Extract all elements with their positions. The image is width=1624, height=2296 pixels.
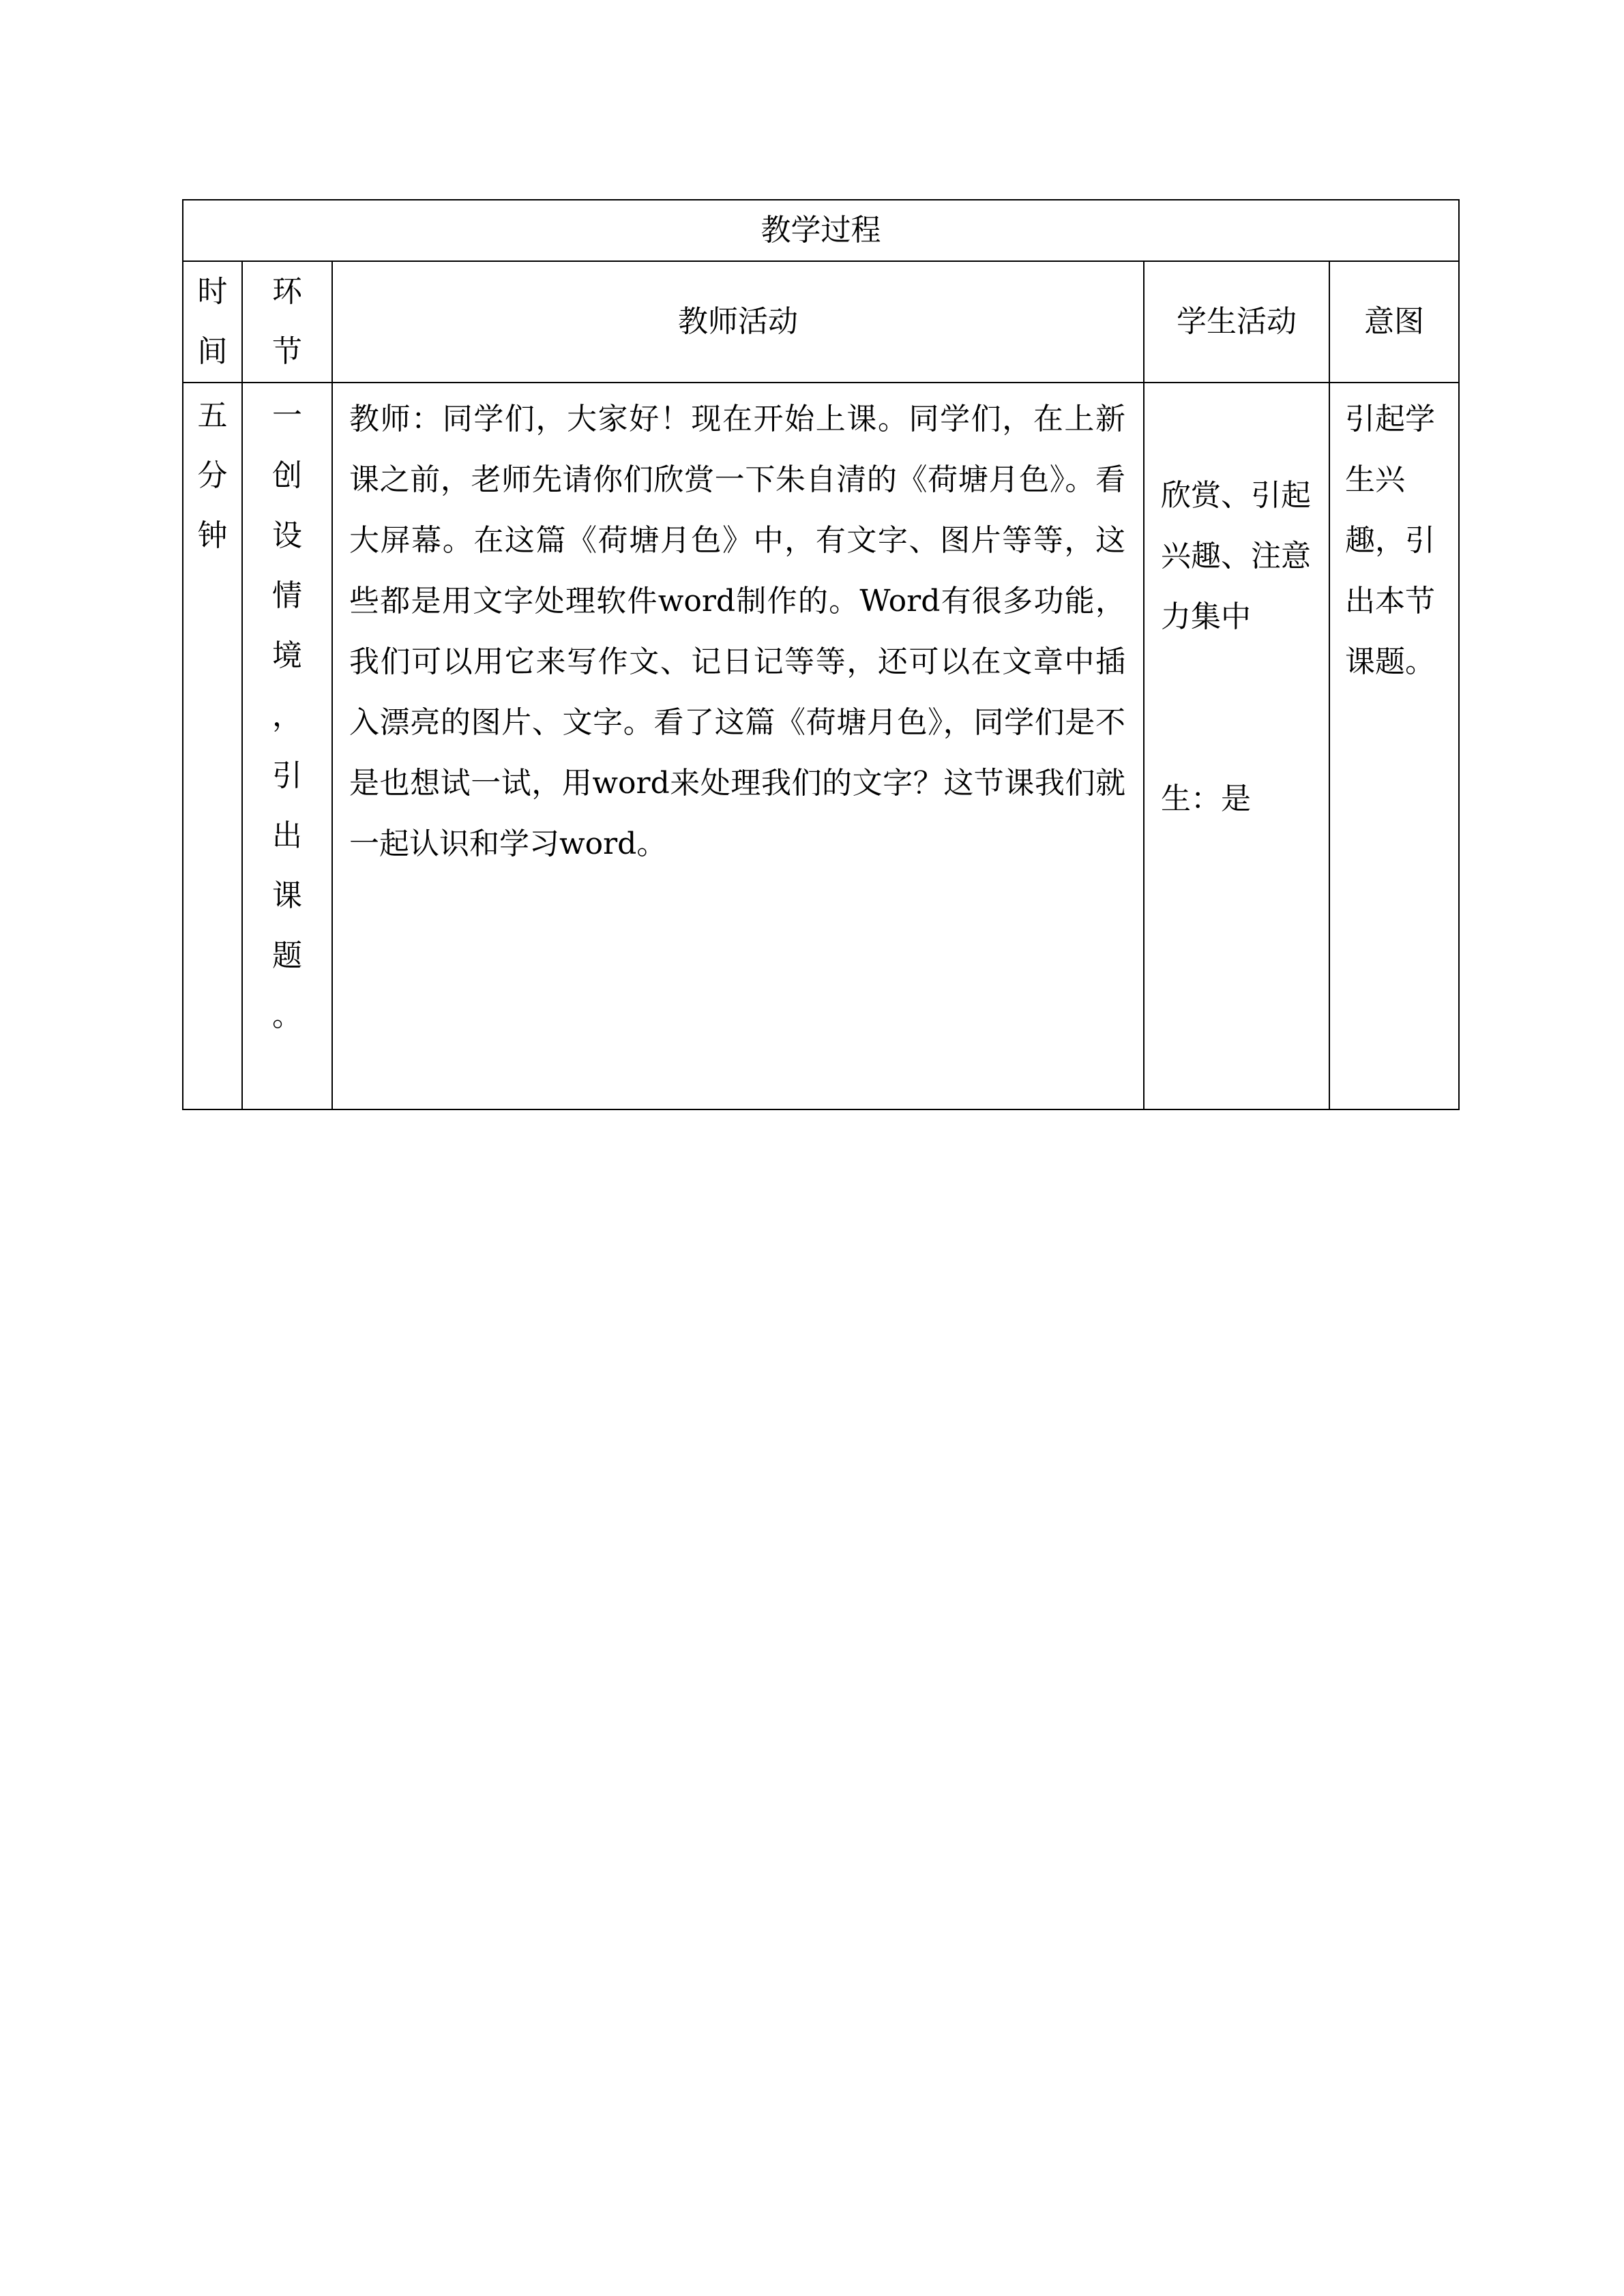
cell-segment bbox=[242, 383, 332, 1109]
cell-purpose bbox=[1329, 383, 1459, 1109]
segment-char: 。 bbox=[272, 998, 302, 1033]
time-char: 分 bbox=[197, 458, 228, 493]
segment-char: 创 bbox=[272, 458, 302, 493]
header-time-char: 时 bbox=[197, 274, 228, 309]
purpose-text: 引起学生兴趣，引出本节课题。 bbox=[1345, 402, 1435, 679]
cell-time bbox=[183, 383, 242, 1109]
time-char: 钟 bbox=[197, 518, 228, 553]
header-segment-char: 节 bbox=[272, 334, 302, 369]
segment-char: 课 bbox=[272, 878, 302, 913]
segment-char: 情 bbox=[272, 578, 302, 613]
header-student bbox=[1144, 261, 1329, 383]
time-text bbox=[183, 383, 241, 566]
table-title-text: 教学过程 bbox=[761, 213, 881, 248]
table-title bbox=[183, 200, 1459, 261]
segment-char: 题 bbox=[272, 938, 302, 973]
header-student-text: 学生活动 bbox=[1177, 304, 1297, 339]
cell-teacher-activity bbox=[332, 383, 1144, 1109]
segment-char: 一 bbox=[272, 398, 302, 433]
header-segment bbox=[242, 261, 332, 383]
header-time-text bbox=[183, 262, 241, 382]
header-segment-text bbox=[243, 262, 331, 382]
header-time bbox=[183, 261, 242, 383]
table-row bbox=[183, 383, 1459, 1109]
header-purpose-text: 意图 bbox=[1364, 304, 1425, 339]
header-time-char: 间 bbox=[197, 334, 228, 369]
header-teacher bbox=[332, 261, 1144, 383]
segment-text bbox=[243, 383, 331, 1046]
student-activity-text-2: 生：是 bbox=[1161, 781, 1251, 816]
time-char: 五 bbox=[197, 398, 228, 433]
segment-char: 引 bbox=[272, 758, 302, 793]
segment-char: 出 bbox=[272, 818, 302, 853]
header-row bbox=[183, 261, 1459, 383]
title-row bbox=[183, 200, 1459, 261]
segment-char: 设 bbox=[272, 518, 302, 553]
header-purpose bbox=[1329, 261, 1459, 383]
segment-char: ， bbox=[272, 698, 302, 733]
header-teacher-text: 教师活动 bbox=[678, 304, 798, 339]
header-segment-char: 环 bbox=[272, 274, 302, 309]
cell-student-activity bbox=[1144, 383, 1329, 1109]
teaching-process-table bbox=[182, 199, 1460, 1110]
teacher-activity-text: 教师：同学们，大家好！现在开始上课。同学们，在上新课之前，老师先请你们欣赏一下朱自清的《荷塘月色》。看大屏幕。在这篇《荷塘月色》中，有文字、图片等等，这些都是用文字处理软件word制作的。Word有很多功能，我们可以用它来写作文、记日记等等，还可以在文章中插入漂亮的图片、文字。看了这篇《荷塘月色》，同学们是不是也想试一试，用word来处理我们的文字？这节课我们就一起认识和学习word。 bbox=[349, 402, 1125, 861]
segment-char: 境 bbox=[272, 638, 302, 673]
student-activity-text-1: 欣赏、引起兴趣、注意力集中 bbox=[1161, 478, 1311, 634]
